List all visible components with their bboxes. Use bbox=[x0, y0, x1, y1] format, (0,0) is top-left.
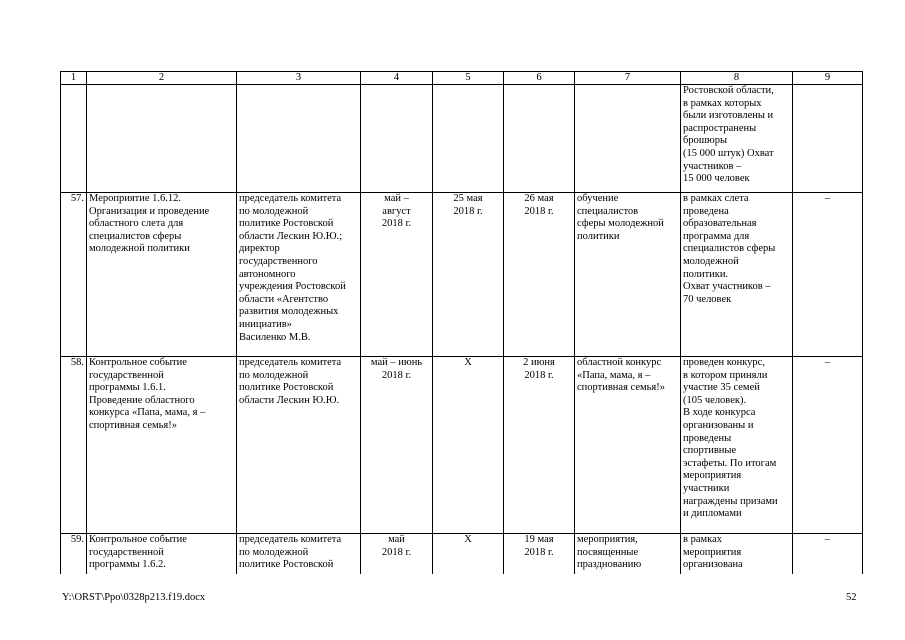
result-cell: Ростовской области, в рамках которых были изготовлены и распространены брошюры (15 000 штук) Охват участников – 15 000 человек bbox=[681, 85, 793, 193]
table-row bbox=[61, 193, 863, 357]
note-cell: – bbox=[793, 534, 863, 574]
result-cell: в рамках слета проведена образовательная программа для специалистов сферы молодежной политики. Охват участников – 70 человек bbox=[681, 193, 793, 357]
row-number: 59. bbox=[61, 534, 87, 574]
continued-row bbox=[61, 85, 863, 193]
event-cell: Контрольное событие государственной программы 1.6.2. bbox=[87, 534, 237, 574]
start-date-cell: Х bbox=[433, 357, 504, 534]
empty-cell bbox=[793, 85, 863, 193]
start-date-cell: Х bbox=[433, 534, 504, 574]
end-date-cell: 2 июня 2018 г. bbox=[504, 357, 575, 534]
responsible-cell: председатель комитета по молодежной политике Ростовской области Лескин Ю.Ю.; директор государственного автономного учреждения Ростовской области «Агентство развития молодежных инициатив» Василенко М.В. bbox=[237, 193, 361, 357]
event-cell: Мероприятие 1.6.12. Организация и проведение областного слета для специалистов сферы молодежной политики bbox=[87, 193, 237, 357]
empty-cell bbox=[237, 85, 361, 193]
column-header: 4 bbox=[361, 72, 433, 85]
result-cell: в рамках мероприятия организована bbox=[681, 534, 793, 574]
empty-cell bbox=[433, 85, 504, 193]
row-number: 57. bbox=[61, 193, 87, 357]
result-cell: проведен конкурс, в котором приняли участие 35 семей (105 человек). В ходе конкурса организованы и проведены спортивные эстафеты. По итогам мероприятия участники награждены призами и дипломами bbox=[681, 357, 793, 534]
period-cell: май 2018 г. bbox=[361, 534, 433, 574]
column-header: 9 bbox=[793, 72, 863, 85]
table-row bbox=[61, 357, 863, 534]
note-cell: – bbox=[793, 193, 863, 357]
event-cell: Контрольное событие государственной программы 1.6.1. Проведение областного конкурса «Папа, мама, я – спортивная семья!» bbox=[87, 357, 237, 534]
end-date-cell: 26 мая 2018 г. bbox=[504, 193, 575, 357]
responsible-cell: председатель комитета по молодежной политике Ростовской bbox=[237, 534, 361, 574]
responsible-cell: председатель комитета по молодежной политике Ростовской области Лескин Ю.Ю. bbox=[237, 357, 361, 534]
column-header: 6 bbox=[504, 72, 575, 85]
empty-cell bbox=[87, 85, 237, 193]
column-header: 1 bbox=[61, 72, 87, 85]
column-header: 8 bbox=[681, 72, 793, 85]
end-date-cell: 19 мая 2018 г. bbox=[504, 534, 575, 574]
column-number-row bbox=[61, 72, 863, 85]
empty-cell bbox=[361, 85, 433, 193]
note-cell: – bbox=[793, 357, 863, 534]
column-header: 2 bbox=[87, 72, 237, 85]
column-header: 7 bbox=[575, 72, 681, 85]
empty-cell bbox=[61, 85, 87, 193]
plan-cell: обучение специалистов сферы молодежной политики bbox=[575, 193, 681, 357]
table-row bbox=[61, 534, 863, 574]
page-number: 52 bbox=[846, 592, 857, 603]
report-table bbox=[60, 71, 863, 574]
period-cell: май – июнь 2018 г. bbox=[361, 357, 433, 534]
start-date-cell: 25 мая 2018 г. bbox=[433, 193, 504, 357]
footer-file-path: Y:\ORST\Ppo\0328p213.f19.docx bbox=[62, 592, 206, 603]
plan-cell: областной конкурс «Папа, мама, я – спортивная семья!» bbox=[575, 357, 681, 534]
row-number: 58. bbox=[61, 357, 87, 534]
period-cell: май – август 2018 г. bbox=[361, 193, 433, 357]
plan-cell: мероприятия, посвященные празднованию bbox=[575, 534, 681, 574]
empty-cell bbox=[504, 85, 575, 193]
column-header: 5 bbox=[433, 72, 504, 85]
empty-cell bbox=[575, 85, 681, 193]
column-header: 3 bbox=[237, 72, 361, 85]
